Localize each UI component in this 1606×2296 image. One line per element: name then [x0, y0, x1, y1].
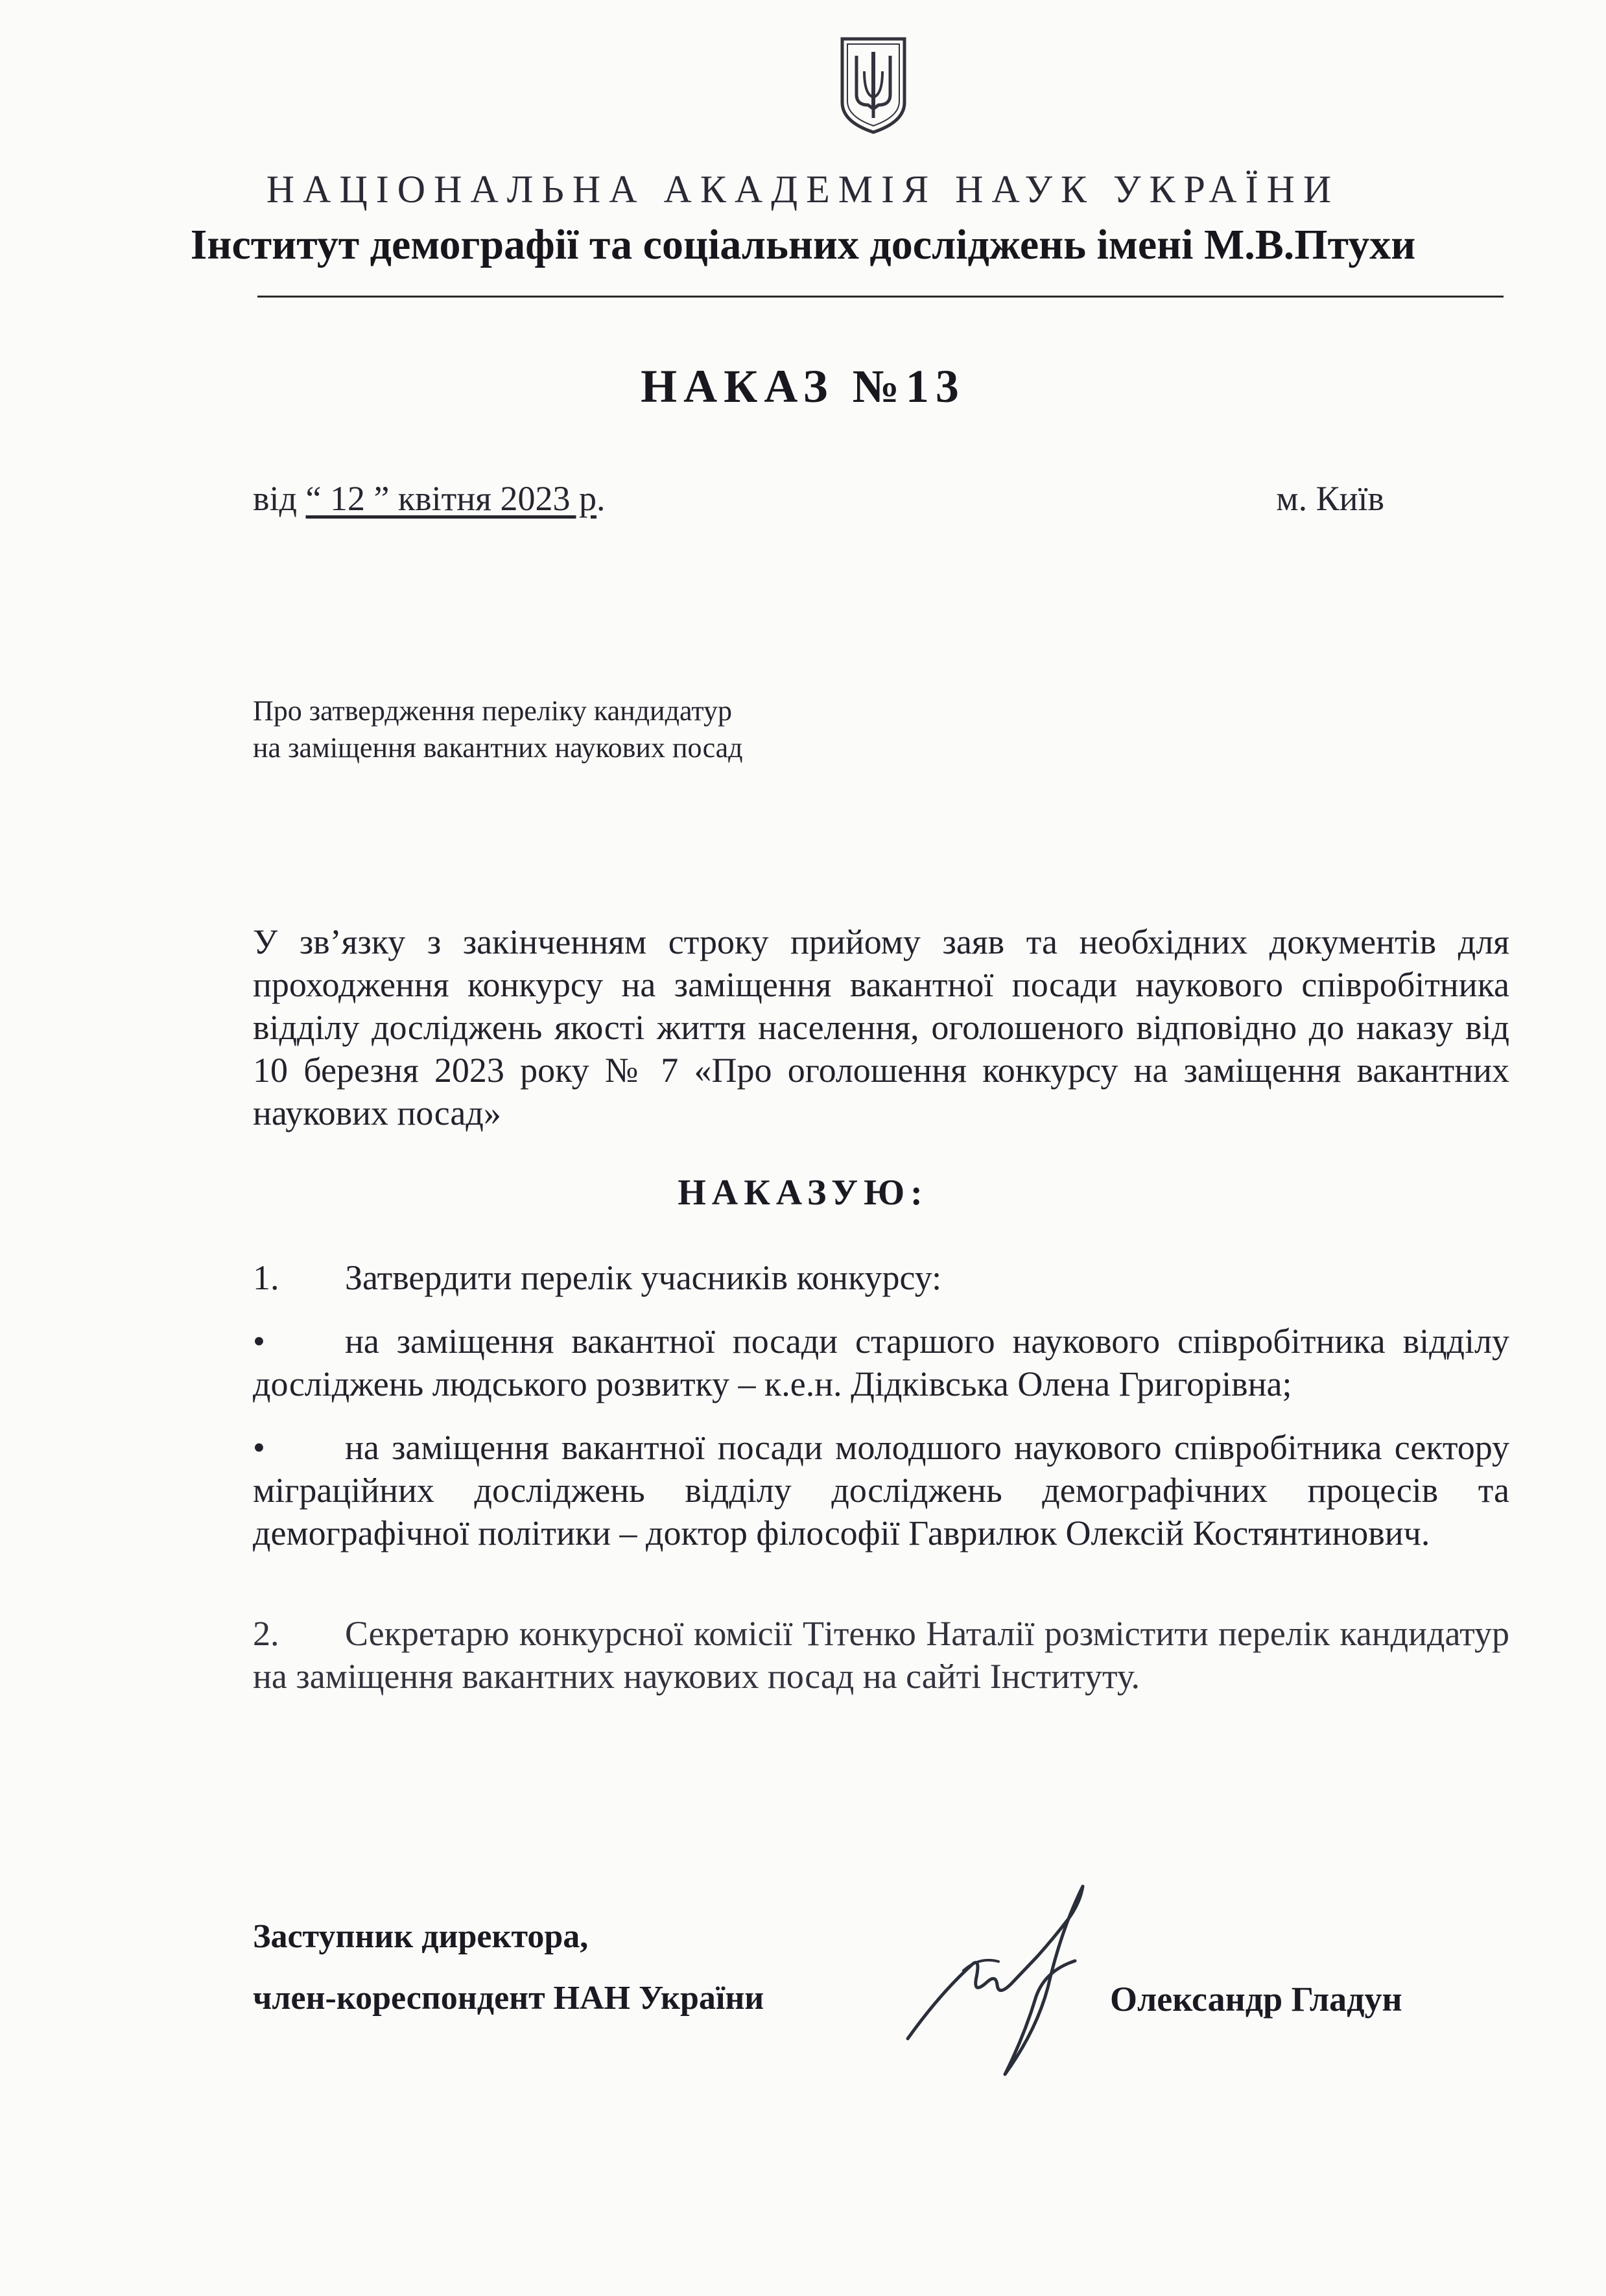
bullet-item-1: [253, 1320, 1509, 1405]
date-prefix: від: [253, 479, 297, 518]
order-title-word: НАКАЗ: [641, 360, 834, 412]
item-1-text: Затвердити перелік учасників конкурсу:: [345, 1258, 942, 1297]
item-1-number: 1.: [253, 1258, 279, 1297]
ukraine-trident-emblem-icon: [834, 32, 912, 136]
bullet-2-text: на заміщення вакантної посади молодшого наукового співробітника сектору міграційних досліджень відділу досліджень демографічних процесів та демографічної політики – доктор філософії Гаврилюк Олексій Костянтинович.: [253, 1428, 1509, 1552]
academy-name: НАЦІОНАЛЬНА АКАДЕМІЯ НАУК УКРАЇНИ: [266, 168, 1340, 211]
subject-line-2: на заміщення вакантних наукових посад: [253, 732, 743, 764]
item-2-text: Секретарю конкурсної комісії Тітенко Наталії розмістити перелік кандидатур на заміщення вакантних наукових посад на сайті Інституту.: [253, 1614, 1509, 1696]
order-item-1: [253, 1258, 941, 1298]
subject-line-1: Про затвердження переліку кандидатур: [253, 695, 732, 727]
signatory-title-line-1: Заступник директора,: [253, 1918, 589, 1955]
item-2-number: 2.: [253, 1614, 279, 1653]
order-date: “ 12 ” квітня 2023 р: [305, 479, 596, 518]
date-suffix: .: [596, 479, 606, 518]
bullet-icon: •: [253, 1322, 265, 1361]
handwritten-signature: [901, 1880, 1109, 2087]
bullet-icon: •: [253, 1428, 265, 1467]
institute-name: Інститут демографії та соціальних досліджень імені М.В.Птухи: [190, 221, 1416, 268]
order-title: [0, 360, 1606, 414]
order-item-2: [253, 1612, 1509, 1698]
signatory-title-line-2: член-кореспондент НАН України: [253, 1980, 764, 2017]
header-divider: [257, 296, 1504, 298]
order-verb-heading: НАКАЗУЮ:: [678, 1173, 928, 1213]
order-city: м. Київ: [1276, 479, 1384, 518]
order-number: №13: [852, 360, 965, 412]
preamble-paragraph: У зв’язку з закінченням строку прийому заяв та необхідних документів для проходження конкурсу на заміщення вакантної посади наукового співробітника відділу досліджень якості життя населення, оголошеного відповідно до наказу від 10 березня 2023 року № 7 «Про оголошення конкурсу на заміщення вакантних наукових посад»: [253, 922, 1509, 1132]
order-subject: [253, 692, 901, 766]
order-date-line: [253, 478, 606, 519]
signatory-name: Олександр Гладун: [1110, 1980, 1402, 2019]
bullet-1-text: на заміщення вакантної посади старшого наукового співробітника відділу досліджень людського розвитку – к.е.н. Дідківська Олена Григорівна;: [253, 1322, 1509, 1403]
bullet-item-2: [253, 1426, 1509, 1554]
